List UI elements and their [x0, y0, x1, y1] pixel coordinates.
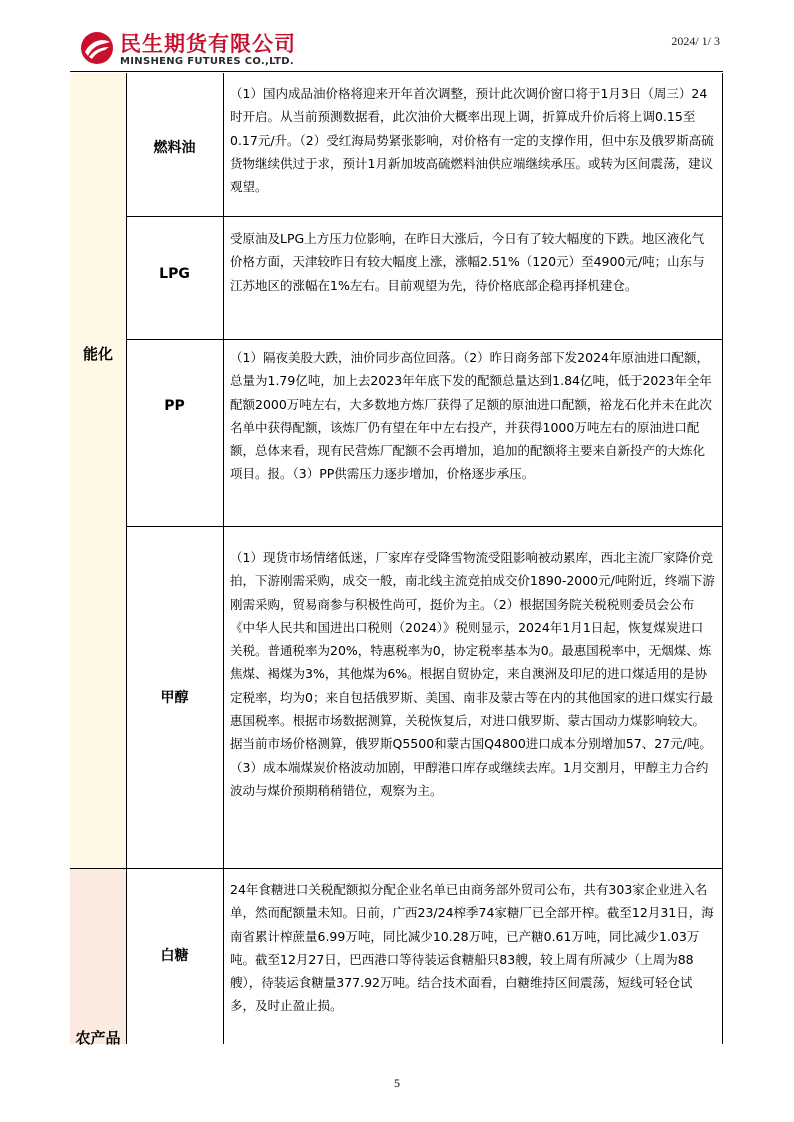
sector-cell-agri: [70, 869, 127, 1047]
product-cell: [126, 869, 224, 1044]
commodity-table: [70, 73, 723, 1047]
product-label-pp: PP: [164, 398, 185, 414]
table-row-sugar: [126, 869, 723, 1044]
company-name-cn: 民生期货有限公司: [120, 32, 296, 56]
analysis-text-pp: （1）隔夜美股大跌，油价同步高位回落。（2）昨日商务部下发2024年原油进口配额，总量为1.79亿吨，加上去2023年年底下发的配额总量达到1.84亿吨，低于2023年全年配额2000万吨左右，大多数地方炼厂获得了足额的原油进口配额，裕龙石化并未在此次名单中获得配额，该炼厂仍有望在年中左右投产，并获得1000万吨左右的原油进口配额，总体来看，现有民营炼厂配额不会再增加，追加的配额将主要来自新投产的大炼化项目。报。（3）PP供需压力逐步增加，价格逐步承压。: [230, 350, 712, 482]
product-label-sugar: 白糖: [160, 948, 189, 964]
header-divider: [70, 71, 723, 72]
analysis-text-methanol: （1）现货市场情绪低迷，厂家库存受降雪物流受阻影响被动累库，西北主流厂家降价竞拍，下游刚需采购，成交一般，南北线主流竞拍成交价1890-2000元/吨附近，终端下游刚需采购，贸易商参与积极性尚可，挺价为主。（2）根据国务院关税税则委员会公布《中华人民共和国进出口税则（2024）》税则显示，2024年1月1日起，恢复煤炭进口关税。普通税率为20%，特惠税率为0，协定税率基本为0。最惠国税率中，无烟煤、炼焦煤、褐煤为3%，其他煤为6%。根据自贸协定，来自澳洲及印尼的进口煤适用的是协定税率，均为0；来自包括俄罗斯、美国、南非及蒙古等在内的其他国家的进口煤实行最惠国税率。根据市场数据测算，关税恢复后，对进口俄罗斯、蒙古国动力煤影响较大。据当前市场价格测算，俄罗斯Q5500和蒙古国Q4800进口成本分别增加57、27元/吨。（3）成本端煤炭价格波动加剧，甲醇港口库存或继续去库。1月交割月，甲醇主力合约波动与煤价预期稍稍错位，观察为主。: [230, 550, 715, 798]
table-row-lpg: [126, 217, 723, 340]
sector-cell-energy: [70, 73, 127, 869]
table-row-methanol: [126, 527, 723, 869]
minsheng-logo-icon: [79, 30, 115, 66]
product-label-methanol: 甲醇: [160, 690, 189, 706]
page-header: [0, 0, 794, 72]
table-row-pp: [126, 340, 723, 527]
report-date: 2024/ 1/ 3: [671, 34, 720, 48]
page-number: 5: [394, 1076, 400, 1090]
sector-label-agri: 农产品: [75, 1029, 121, 1047]
analysis-text-sugar: 24年食糖进口关税配额拟分配企业名单已由商务部外贸司公布，共有303家企业进入名单，然而配额量未知。日前，广西23/24榨季74家糖厂已全部开榨。截至12月31日，海南省累计榨蔗量6.99万吨，同比减少10.28万吨，已产糖0.61万吨，同比减少1.03万吨。截至12月27日，巴西港口等待装运食糖船只83艘，较上周有所减少（上周为88艘），待装运食糖量377.92万吨。结合技术面看，白糖维持区间震荡，短线可轻仓试多，及时止盈止损。: [230, 882, 714, 1014]
product-cell: [126, 340, 224, 526]
product-label-lpg: LPG: [159, 266, 190, 282]
product-cell: [126, 527, 224, 868]
analysis-text-lpg: 受原油及LPG上方压力位影响，在昨日大涨后，今日有了较大幅度的下跌。地区液化气价格方面，天津较昨日有较大幅度上涨，涨幅2.51%（120元）至4900元/吨；山东与江苏地区的涨幅在1%左右。目前观望为先，待价格底部企稳再择机建仓。: [230, 231, 705, 293]
sector-label-energy: 能化: [82, 345, 113, 363]
product-cell: [126, 73, 224, 216]
product-label-fuel-oil: 燃料油: [153, 140, 196, 156]
product-cell: [126, 217, 224, 339]
company-name-en: MINSHENG FUTURES CO.,LTD.: [120, 56, 294, 67]
table-row-fuel-oil: [126, 73, 723, 217]
analysis-text-fuel-oil: （1）国内成品油价格将迎来开年首次调整，预计此次调价窗口将于1月3日（周三）24时开启。从当前预测数据看，此次油价大概率出现上调，折算成升价后将上调0.15至0.17元/升。（2）受红海局势紧张影响，对价格有一定的支撑作用，但中东及俄罗斯高硫货物继续供过于求，预计1月新加坡高硫燃料油供应端继续承压。或转为区间震荡，建议观望。: [230, 86, 714, 195]
